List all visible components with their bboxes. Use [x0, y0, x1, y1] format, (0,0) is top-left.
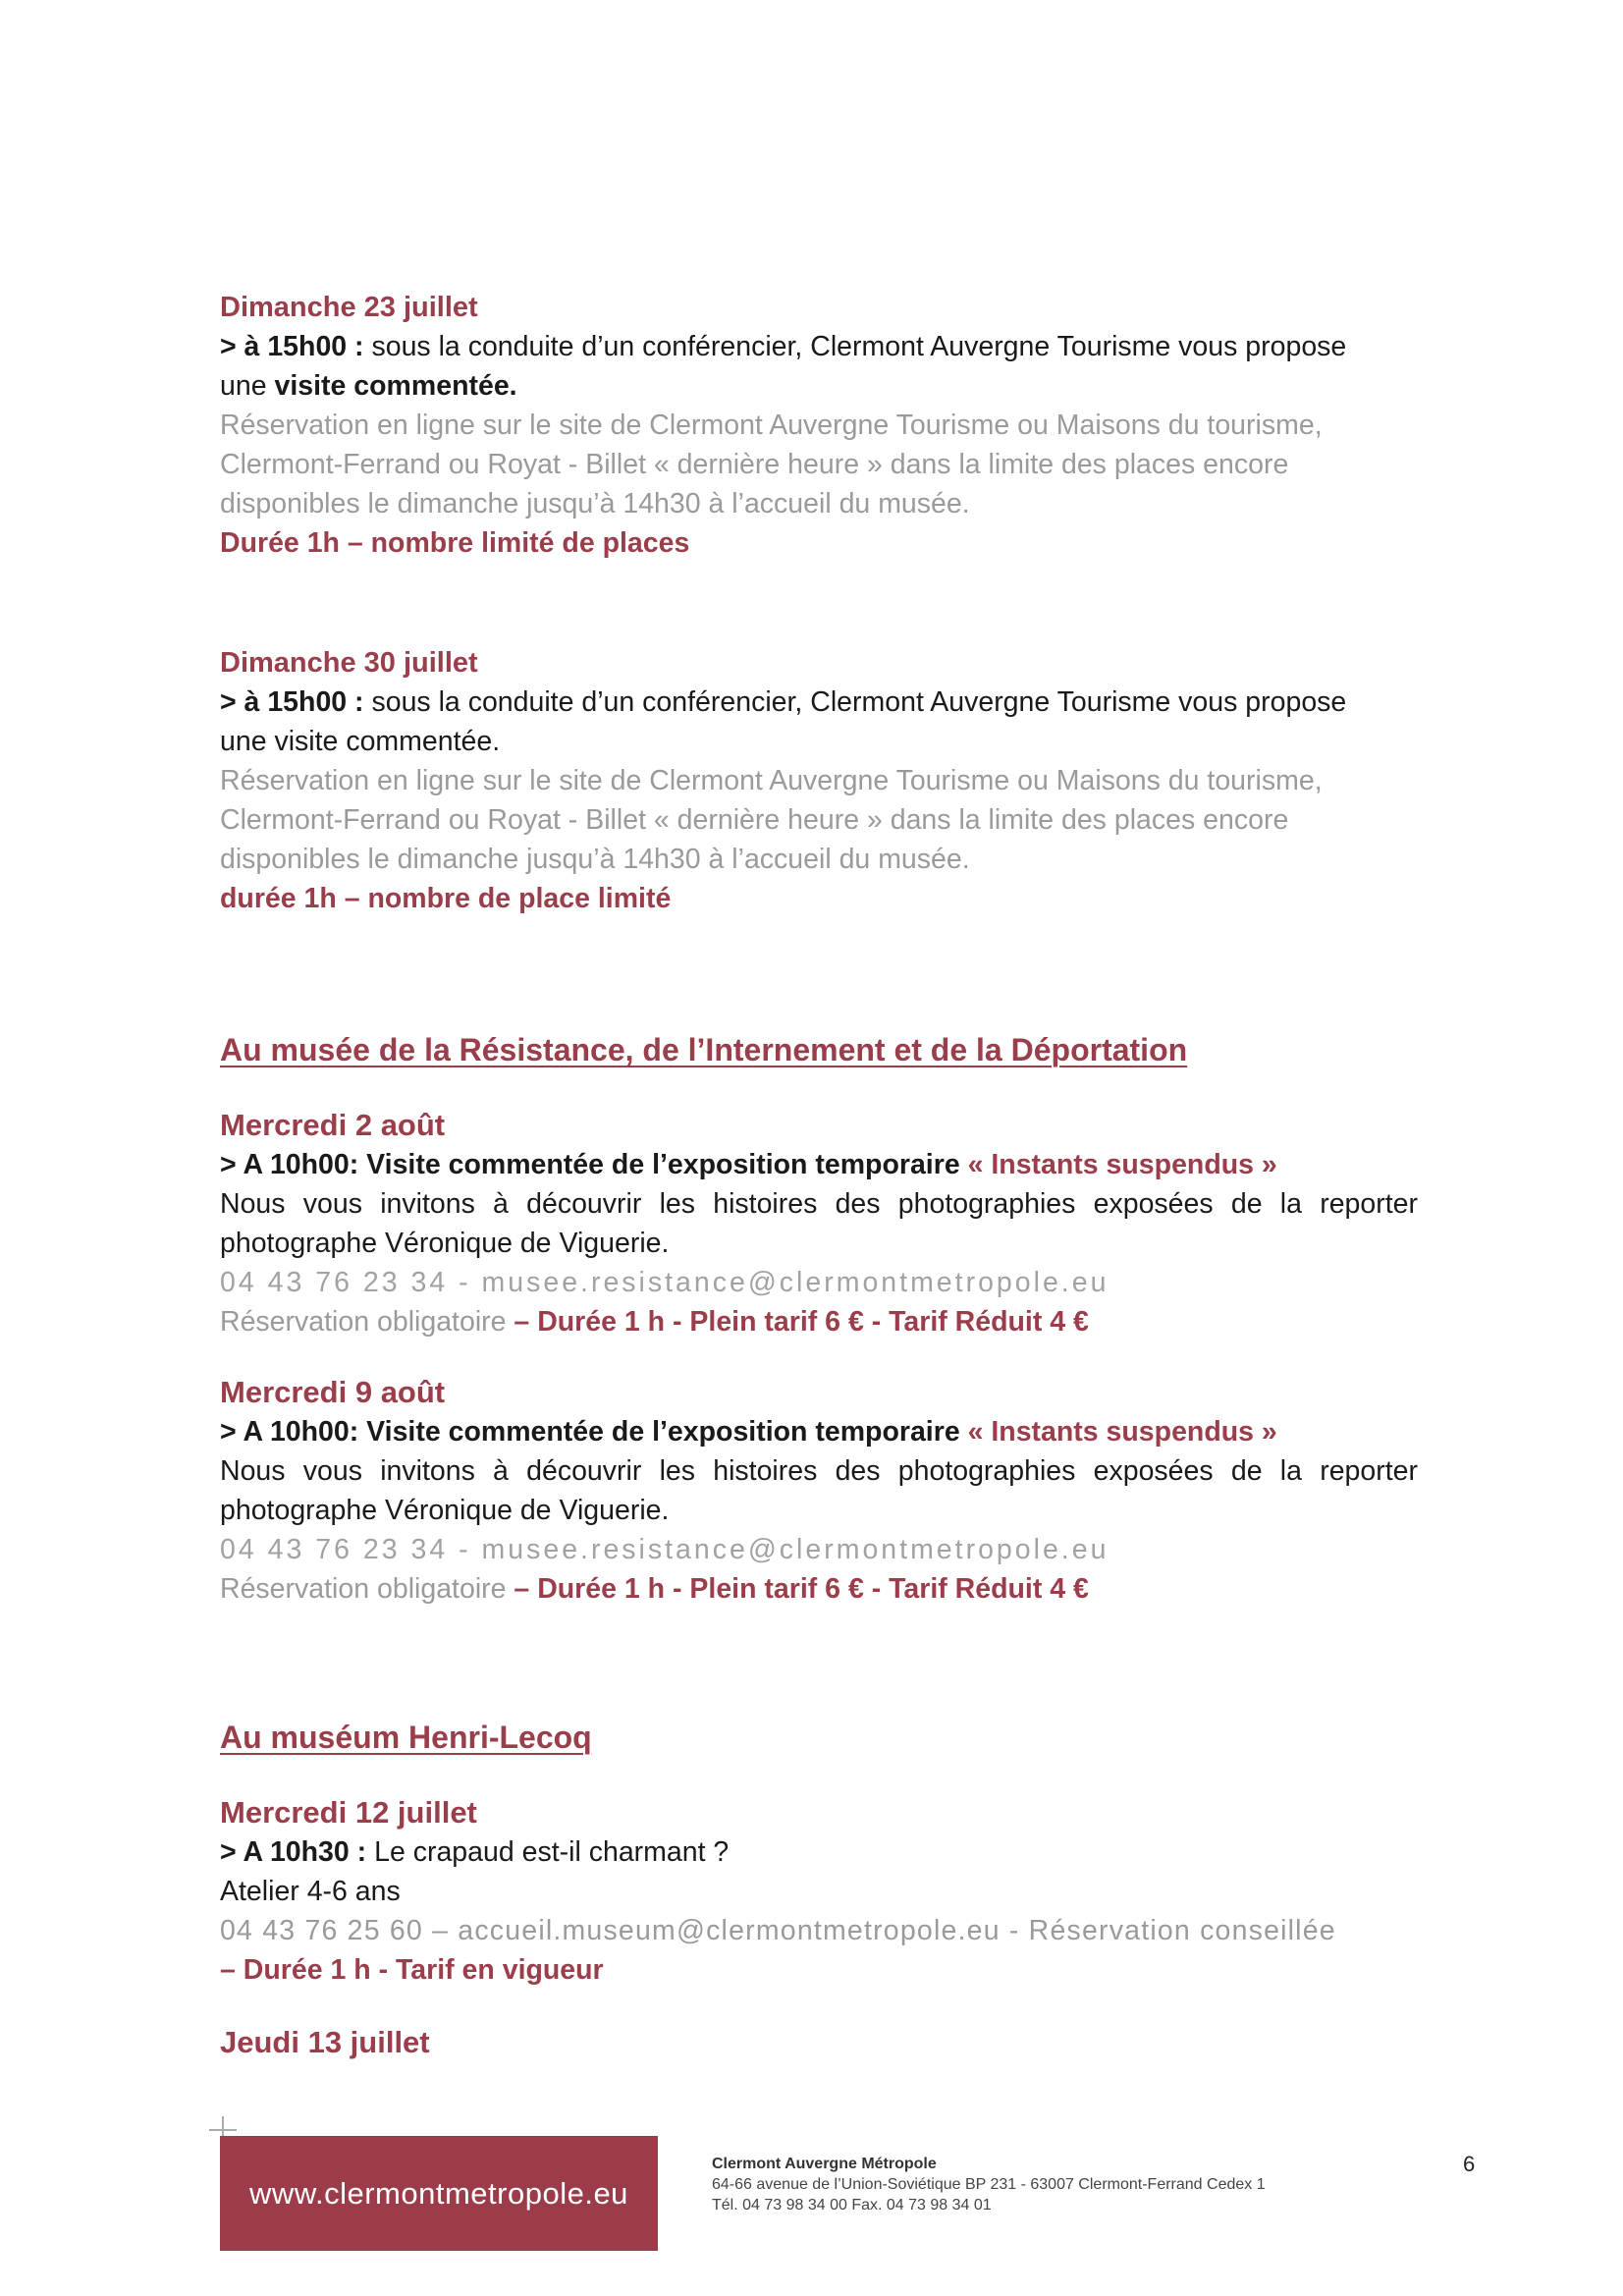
event-block	[220, 643, 1418, 918]
website-banner[interactable]	[220, 2136, 658, 2251]
organization-name: Clermont Auvergne Métropole	[712, 2156, 937, 2172]
organization-phone: Tél. 04 73 98 34 00 Fax. 04 73 98 34 01	[712, 2197, 992, 2214]
event-description: Nous vous invitons à découvrir les histoires des photographies exposées de la reporter photographe Véronique de Viguerie.	[220, 1188, 1418, 1259]
event-description: sous la conduite d’un conférencier, Clermont Auvergne Tourisme vous propose	[371, 686, 1347, 718]
event-description-bold: visite commentée.	[274, 370, 517, 402]
reservation-info: Clermont-Ferrand ou Royat - Billet « dernière heure » dans la limite des places encore	[220, 804, 1289, 836]
section-title-resistance: Au musée de la Résistance, de l’Internement et de la Déportation	[220, 1032, 1188, 1067]
event-description: une	[220, 370, 267, 402]
reservation-info: Réservation en ligne sur le site de Clermont Auvergne Tourisme ou Maisons du tourisme,	[220, 410, 1323, 441]
event-duration: Durée 1h – nombre limité de places	[220, 527, 690, 559]
reservation-note: Réservation obligatoire	[220, 1306, 507, 1338]
event-block	[220, 1373, 1418, 1609]
event-description: Nous vous invitons à découvrir les histoires des photographies exposées de la reporter photographe Véronique de Viguerie.	[220, 1455, 1418, 1526]
reservation-info: disponibles le dimanche jusqu’à 14h30 à l’accueil du musée.	[220, 488, 970, 519]
event-date: Mercredi 12 juillet	[220, 1795, 477, 1830]
event-date: Dimanche 30 juillet	[220, 647, 478, 679]
event-block	[220, 1106, 1418, 1341]
event-pricing: – Durée 1 h - Plein tarif 6 € - Tarif Réduit 4 €	[514, 1573, 1089, 1605]
event-duration: durée 1h – nombre de place limité	[220, 883, 672, 914]
website-link[interactable]: www.clermontmetropole.eu	[249, 2175, 628, 2211]
event-time: > à 15h00 :	[220, 331, 364, 362]
event-time: > à 15h00 :	[220, 686, 364, 718]
reservation-info: disponibles le dimanche jusqu’à 14h30 à l’accueil du musée.	[220, 844, 970, 875]
event-date: Dimanche 23 juillet	[220, 292, 478, 323]
contact-info: 04 43 76 23 34 - musee.resistance@clermontmetropole.eu	[220, 1267, 1109, 1298]
reservation-info: Réservation en ligne sur le site de Clermont Auvergne Tourisme ou Maisons du tourisme,	[220, 765, 1323, 796]
contact-info: 04 43 76 25 60 – accueil.museum@clermontmetropole.eu - Réservation conseillée	[220, 1915, 1336, 1946]
event-title: > A 10h00: Visite commentée de l’exposition temporaire	[220, 1149, 960, 1180]
event-time: > A 10h30 :	[220, 1836, 367, 1868]
event-audience: Atelier 4-6 ans	[220, 1876, 401, 1907]
page-number: 6	[1463, 2152, 1476, 2176]
event-pricing: – Durée 1 h - Plein tarif 6 € - Tarif Réduit 4 €	[514, 1306, 1089, 1338]
event-date: Jeudi 13 juillet	[220, 2025, 430, 2059]
event-pricing: – Durée 1 h - Tarif en vigueur	[220, 1954, 604, 1986]
event-date: Mercredi 9 août	[220, 1375, 446, 1409]
organization-address: 64-66 avenue de l’Union-Soviétique BP 231 - 63007 Clermont-Ferrand Cedex 1	[712, 2176, 1266, 2193]
reservation-note: Réservation obligatoire	[220, 1573, 507, 1605]
event-description: sous la conduite d’un conférencier, Clermont Auvergne Tourisme vous propose	[371, 331, 1347, 362]
section-title-museum: Au muséum Henri-Lecoq	[220, 1720, 592, 1755]
reservation-info: Clermont-Ferrand ou Royat - Billet « dernière heure » dans la limite des places encore	[220, 449, 1289, 480]
event-block	[220, 288, 1418, 563]
event-description: une visite commentée.	[220, 726, 501, 757]
footer-contact-block	[712, 2154, 1266, 2215]
event-title: > A 10h00: Visite commentée de l’exposition temporaire	[220, 1416, 960, 1448]
event-title: Le crapaud est-il charmant ?	[374, 1836, 730, 1868]
exhibition-name: « Instants suspendus »	[967, 1416, 1277, 1448]
event-date: Mercredi 2 août	[220, 1108, 446, 1142]
contact-info: 04 43 76 23 34 - musee.resistance@clermontmetropole.eu	[220, 1534, 1109, 1565]
exhibition-name: « Instants suspendus »	[967, 1149, 1277, 1180]
event-block	[220, 1793, 1418, 1990]
